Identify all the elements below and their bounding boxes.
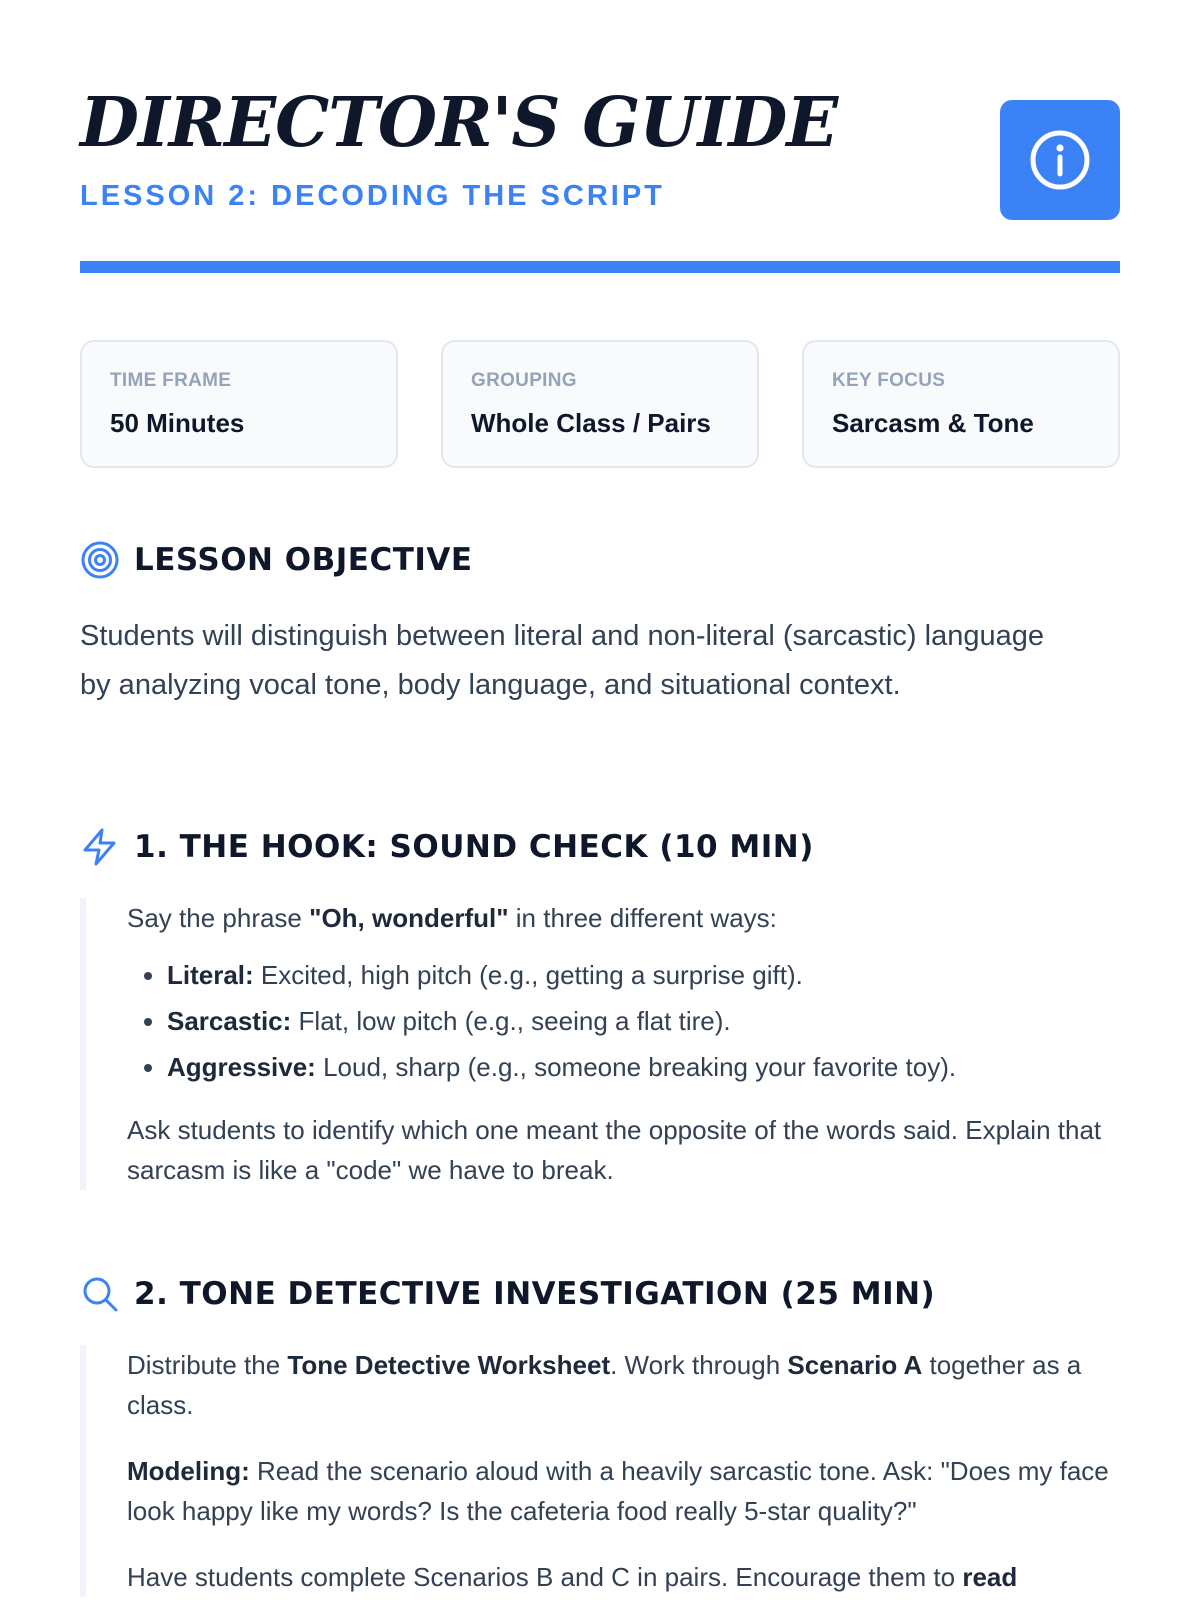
hook-closing: Ask students to identify which one meant the opposite of the words said. Explain that sarcasm is like a "code" we have to break.: [127, 1115, 1102, 1185]
objective-header: [80, 538, 473, 582]
tone-list: [127, 952, 1120, 1090]
info-icon: [1028, 128, 1092, 192]
lightning-icon: [80, 827, 120, 867]
objective-heading: LESSON OBJECTIVE: [134, 542, 473, 578]
header-divider: [80, 261, 1120, 273]
card-label: TIME FRAME: [110, 370, 232, 391]
info-button[interactable]: [1000, 100, 1120, 220]
investigation-heading: 2. TONE DETECTIVE INVESTIGATION (25 MIN): [134, 1276, 936, 1312]
hook-heading: 1. THE HOOK: SOUND CHECK (10 MIN): [134, 829, 814, 865]
modeling-paragraph: Modeling: Read the scenario aloud with a heavily sarcastic tone. Ask: "Does my face look happy like my words? Is the cafeteria food really 5-star quality?": [127, 1456, 1109, 1526]
card-grouping: [441, 340, 759, 468]
list-item: • Aggressive: Loud, sharp (e.g., someone breaking your favorite toy).: [167, 1044, 1120, 1090]
lesson-subtitle: LESSON 2: DECODING THE SCRIPT: [80, 180, 665, 212]
list-item: • Sarcastic: Flat, low pitch (e.g., seeing a flat tire).: [167, 998, 1120, 1044]
hook-header: [80, 825, 814, 869]
card-value: Sarcasm & Tone: [832, 408, 1034, 438]
search-icon: [80, 1274, 120, 1314]
investigation-content: [80, 1345, 1120, 1597]
pairs-paragraph: Have students complete Scenarios B and C in pairs. Encourage them to read: [127, 1562, 1018, 1592]
investigation-paragraph: Distribute the Tone Detective Worksheet. Work through Scenario A together as a class.: [127, 1350, 1082, 1420]
card-time-frame: [80, 340, 398, 468]
card-label: GROUPING: [471, 370, 577, 391]
page-title: DIRECTOR'S GUIDE: [80, 83, 838, 163]
card-key-focus: [802, 340, 1120, 468]
lesson-guide-page: [80, 0, 1120, 1600]
objective-text: Students will distinguish between literal and non-literal (sarcastic) language by analyzing vocal tone, body language, and situational context.: [80, 620, 1044, 701]
list-item: • Literal: Excited, high pitch (e.g., getting a surprise gift).: [167, 952, 1120, 998]
card-value: 50 Minutes: [110, 408, 245, 438]
investigation-header: [80, 1272, 935, 1316]
card-label: KEY FOCUS: [832, 370, 946, 391]
card-value: Whole Class / Pairs: [471, 408, 711, 438]
hook-content: [80, 898, 1120, 1190]
hook-intro: Say the phrase "Oh, wonderful" in three different ways:: [127, 903, 777, 933]
target-icon: [80, 540, 120, 580]
